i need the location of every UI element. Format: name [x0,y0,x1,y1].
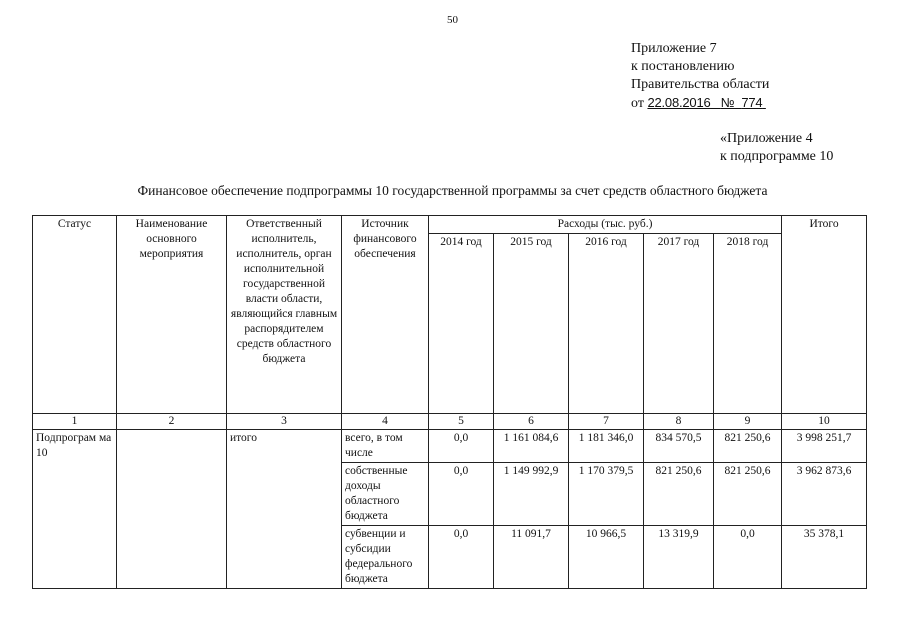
value-cell: 0,0 [714,526,782,589]
value-cell: 1 170 379,5 [569,463,644,526]
previous-appendix-block [720,130,833,166]
appendix-line-3: Правительства области [631,77,770,92]
value-cell: 11 091,7 [494,526,569,589]
value-cell: 13 319,9 [644,526,714,589]
document-title: Финансовое обеспечение подпрограммы 10 государственной программы за счет средств областного бюджета [137,183,768,198]
prev-appendix-line-2: к подпрограмме 10 [720,149,834,164]
col-number: 1 [33,414,117,430]
value-cell: 0,0 [429,430,494,463]
header-expenses: Расходы (тыс. руб.) [429,216,782,234]
value-cell: 1 149 992,9 [494,463,569,526]
total-cell: 3 998 251,7 [782,430,867,463]
financing-table [32,215,867,589]
total-cell: 3 962 873,6 [782,463,867,526]
value-cell: 1 181 346,0 [569,430,644,463]
value-cell: 0,0 [429,463,494,526]
column-numbers-row [33,414,867,430]
resolution-date: 22.08.2016 [647,95,711,110]
header-total: Итого [782,216,867,414]
prev-appendix-line-1: «Приложение 4 [720,131,813,146]
header-year-2016: 2016 год [569,234,644,414]
header-status: Статус [33,216,117,414]
col-number: 5 [429,414,494,430]
source-cell: всего, в том числе [342,430,429,463]
value-cell: 821 250,6 [644,463,714,526]
col-number: 10 [782,414,867,430]
value-cell: 821 250,6 [714,463,782,526]
appendix-line-2: к постановлению [631,59,735,74]
header-year-2015: 2015 год [494,234,569,414]
appendix-line-1: Приложение 7 [631,41,717,56]
executor-cell: итого [227,430,342,589]
header-executor: Ответственный исполнитель, исполнитель, орган исполнительной государственной власти области, являющийся главным распорядителем средств областного бюджета [227,216,342,414]
value-cell: 10 966,5 [569,526,644,589]
page-number: 50 [447,14,458,26]
col-number: 9 [714,414,782,430]
header-year-2018: 2018 год [714,234,782,414]
source-cell: субвенции и субсидии федерального бюджета [342,526,429,589]
col-number: 8 [644,414,714,430]
source-cell: собственные доходы областного бюджета [342,463,429,526]
col-number: 6 [494,414,569,430]
col-number: 7 [569,414,644,430]
value-cell: 1 161 084,6 [494,430,569,463]
table-row [33,430,867,463]
header-name: Наименование основного мероприятия [117,216,227,414]
appendix-date-line [631,94,769,113]
value-cell: 821 250,6 [714,430,782,463]
name-cell [117,430,227,589]
resolution-number: 774 [741,95,763,110]
from-prefix: от [631,96,644,111]
value-cell: 834 570,5 [644,430,714,463]
col-number: 4 [342,414,429,430]
appendix-block [631,40,769,113]
total-cell: 35 378,1 [782,526,867,589]
header-year-2014: 2014 год [429,234,494,414]
col-number: 2 [117,414,227,430]
header-source: Источник финансового обеспечения [342,216,429,414]
number-sign: № [720,95,735,110]
header-year-2017: 2017 год [644,234,714,414]
status-cell: Подпрограм ма 10 [33,430,117,589]
col-number: 3 [227,414,342,430]
value-cell: 0,0 [429,526,494,589]
